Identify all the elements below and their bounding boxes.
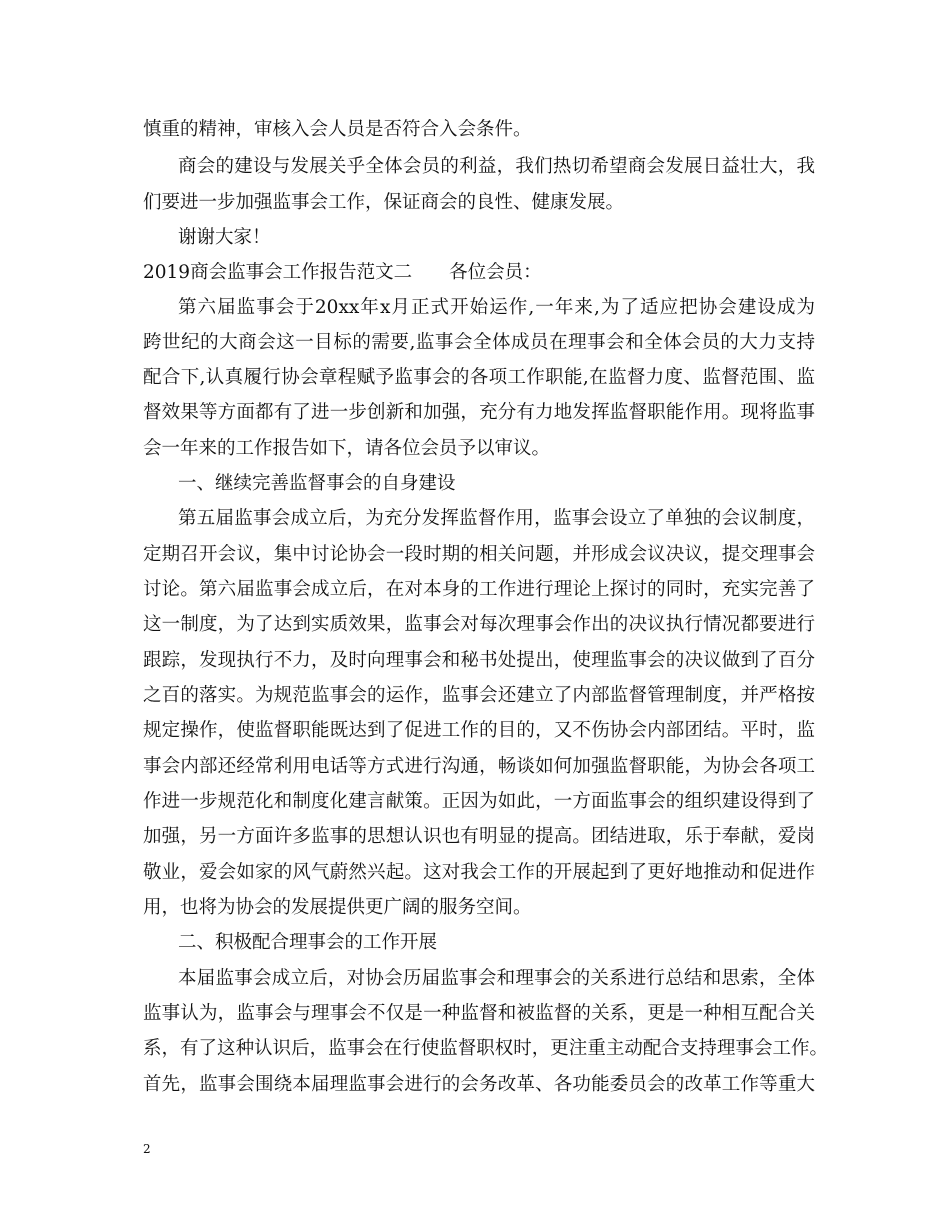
text-line: 商会的建设与发展关乎全体会员的利益，我们热切希望商会发展日益壮大，我 xyxy=(178,156,815,177)
section-title: 2019商会监事会工作报告范文二 各位会员： xyxy=(143,262,542,283)
page-number: 2 xyxy=(143,1142,151,1156)
text-line: 慎重的精神，审核入会人员是否符合入会条件。 xyxy=(143,119,532,140)
text-line: 作进一步规范化和制度化建言献策。正因为如此，一方面监事会的组织建设得到了 xyxy=(143,791,815,812)
text-line: 本届监事会成立后，对协会历届监事会和理事会的关系进行总结和思索，全体 xyxy=(178,968,815,989)
text-line: 督效果等方面都有了进一步创新和加强，充分有力地发挥监督职能作用。现将监事 xyxy=(143,402,815,423)
text-line: 敬业，爱会如家的风气蔚然兴起。这对我会工作的开展起到了更好地推动和促进作 xyxy=(143,862,815,883)
text-line: 配合下,认真履行协会章程赋予监事会的各项工作职能,在监督力度、监督范围、监 xyxy=(143,367,815,388)
text-line: 第五届监事会成立后，为充分发挥监督作用，监事会设立了单独的会议制度， xyxy=(178,508,815,529)
text-line: 之百的落实。为规范监事会的运作，监事会还建立了内部监督管理制度，并严格按 xyxy=(143,685,815,706)
text-line: 们要进一步加强监事会工作，保证商会的良性、健康发展。 xyxy=(143,192,625,213)
text-line: 定期召开会议，集中讨论协会一段时期的相关问题，并形成会议决议，提交理事会 xyxy=(143,544,815,565)
text-line: 讨论。第六届监事会成立后，在对本身的工作进行理论上探讨的同时，充实完善了 xyxy=(143,579,815,600)
text-line: 事会内部还经常利用电话等方式进行沟通，畅谈如何加强监督职能，为协会各项工 xyxy=(143,756,815,777)
text-line: 规定操作，使监督职能既达到了促进工作的目的，又不伤协会内部团结。平时，监 xyxy=(143,720,815,741)
text-line: 这一制度，为了达到实质效果，监事会对每次理事会作出的决议执行情况都要进行 xyxy=(143,614,815,635)
text-line: 谢谢大家！ xyxy=(178,227,271,248)
text-line: 跟踪，发现执行不力，及时向理事会和秘书处提出，使理监事会的决议做到了百分 xyxy=(143,650,815,671)
text-line: 加强，另一方面许多监事的思想认识也有明显的提高。团结进取，乐于奉献，爱岗 xyxy=(143,826,815,847)
text-line: 会一年来的工作报告如下，请各位会员予以审议。 xyxy=(143,438,551,459)
heading-1: 一、继续完善监督事会的自身建设 xyxy=(178,473,456,494)
text-line: 用，也将为协会的发展提供更广阔的服务空间。 xyxy=(143,897,532,918)
text-line: 跨世纪的大商会这一目标的需要,监事会全体成员在理事会和全体会员的大力支持 xyxy=(143,332,815,353)
heading-2: 二、积极配合理事会的工作开展 xyxy=(178,932,438,953)
text-line: 系，有了这种认识后，监事会在行使监督职权时，更注重主动配合支持理事会工作。 xyxy=(143,1038,828,1059)
text-line: 监事认为，监事会与理事会不仅是一种监督和被监督的关系，更是一种相互配合关 xyxy=(143,1003,815,1024)
text-line: 首先，监事会围绕本届理监事会进行的会务改革、各功能委员会的改革工作等重大 xyxy=(143,1074,815,1095)
text-line: 第六届监事会于20xx年x月正式开始运作,一年来,为了适应把协会建设成为 xyxy=(178,297,815,318)
